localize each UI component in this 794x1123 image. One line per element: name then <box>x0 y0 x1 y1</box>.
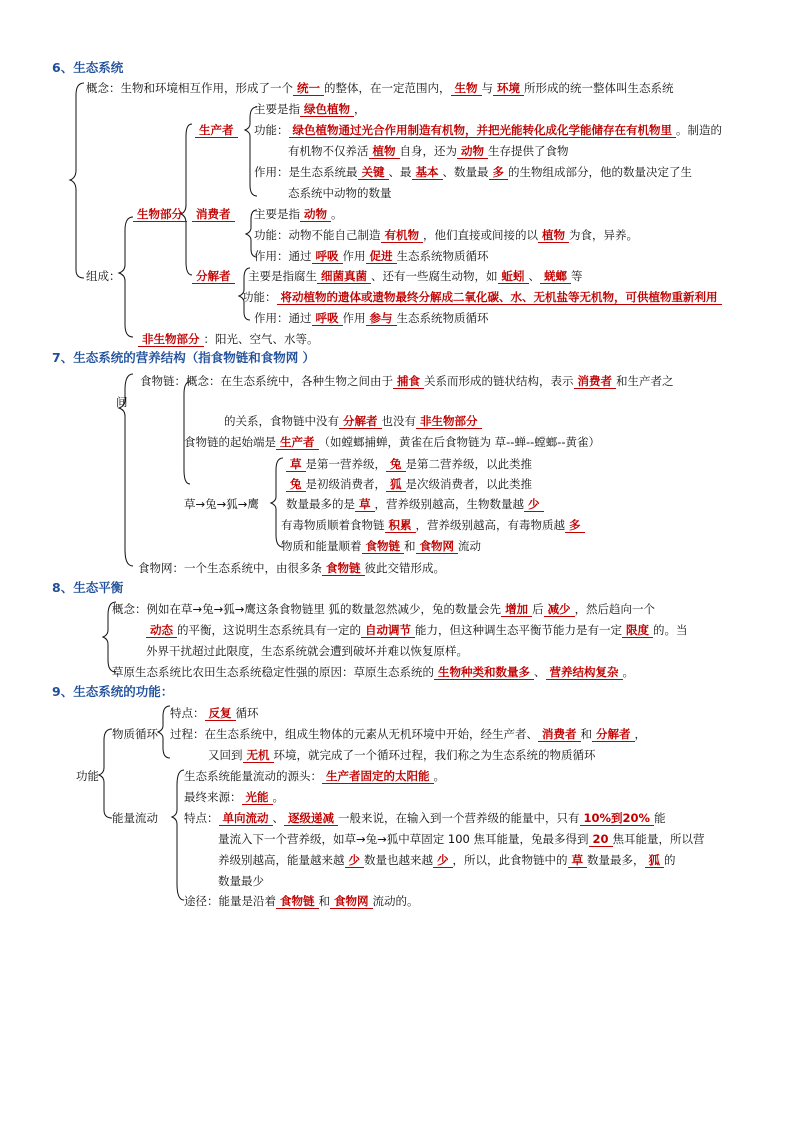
brace-energy <box>172 770 184 900</box>
material-process: 过程：在生态系统中，组成生物体的元素从无机环境中开始，经生产者、 消费者 和 分解者 ， <box>170 727 646 741</box>
balance-concept-2: 动态 的平衡，这说明生态系统具有一定的 自动调节 能力，但这种调生态平衡节能力是有一定 限度 的。当 <box>146 622 688 638</box>
balance-concept-3: 外界干扰超过此限度，生态系统就会遭到破坏并难以恢复原样。 <box>146 644 468 658</box>
example-line-1: 草 是第一营养级， 兔 是第二营养级，以此类推 <box>286 456 532 472</box>
food-chain-concept-cont: 的关系，食物链中没有 分解者 也没有 非生物部分 <box>224 413 482 429</box>
food-web: 食物网：一个生态系统中，由很多条 食物链 彼此交错形成。 <box>138 561 445 575</box>
energy-source: 生态系统能量流动的源头： 生产者固定的太阳能 。 <box>184 769 445 783</box>
non-bio-parts: 非生物部分 ：阳光、空气、水等。 <box>138 331 319 347</box>
bio-parts-label: 生物部分 <box>133 206 187 222</box>
energy-feature-3: 养级别越高，能量越来越 少 数量也越来越 少 ，所以，此食物链中的 草 数量最多， 狐 的 <box>218 853 676 867</box>
brace-chain-sub <box>184 382 190 484</box>
producer-main: 主要是指 绿色植物 ， <box>254 102 366 116</box>
material-feature: 特点： 反复 循环 <box>170 706 259 720</box>
energy-flow-label: 能量流动 <box>112 811 158 825</box>
brace-bio-parts <box>181 124 192 275</box>
example-chain: 草→兔→狐→鹰 <box>184 497 259 511</box>
producer-role: 作用：是生态系统最 关键 、最 基本 、数量最 多 的生物组成部分，他的数量决定了生 <box>254 165 692 179</box>
brace-composition <box>119 217 133 337</box>
decomposer-label: 分解者 <box>192 268 235 284</box>
energy-feature-4: 数量最少 <box>218 874 264 888</box>
brace-example <box>271 458 283 547</box>
consumer-function: 功能：动物不能自己制造 有机物 ，他们直接或间接的以 植物 为食，异养。 <box>254 228 638 242</box>
energy-feature-2: 量流入下一个营养级，如草→兔→狐中草固定 100 焦耳能量，兔最多得到 20 焦耳能量，所以营 <box>218 832 705 846</box>
consumer-label: 消费者 <box>192 206 235 222</box>
decomposer-main: 主要是指腐生 细菌真菌 、还有一些腐生动物，如 蚯蚓 、 蜣螂 等 <box>248 269 583 283</box>
energy-ultimate-source: 最终来源： 光能 。 <box>184 790 284 804</box>
material-process-cont: 又回到 无机 环境，就完成了一个循环过程，我们称之为生态系统的物质循环 <box>208 748 596 762</box>
consumer-main: 主要是指 动物 。 <box>254 207 343 221</box>
section-9-title: 9、生态系统的功能： <box>52 684 174 699</box>
brace-function <box>99 729 112 818</box>
ecosystem-definition: 概念：生物和环境相互作用，形成了一个 统一 的整体，在一定范围内， 生物 与 环境 所形成的统一整体叫生态系统 <box>86 81 674 95</box>
balance-concept: 概念：例如在草→兔→狐→鹰这条食物链里 狐的数量忽然减少，兔的数量会先 增加 后 减少 ，然后趋向一个 <box>112 602 656 616</box>
energy-pathway: 途径：能量是沿着 食物链 和 食物网 流动的。 <box>184 894 419 908</box>
producer-label: 生产者 <box>195 122 238 138</box>
food-chain-concept: 食物链：概念：在生态系统中，各种生物之间由于 捕食 关系而形成的链状结构，表示 消费者 和生产者之 <box>140 374 674 388</box>
material-cycle-label: 物质循环 <box>112 727 158 741</box>
producer-function: 功能： 绿色植物通过光合作用制造有机物，并把光能转化成化学能储存在有机物里 。制造的 <box>254 123 722 137</box>
decomposer-role: 作用：通过 呼吸 作用 参与 生态系统物质循环 <box>254 311 489 325</box>
example-line-5: 物质和能量顺着 食物链 和 食物网 流动 <box>281 539 481 553</box>
section-6-title: 6、生态系统 <box>52 60 124 75</box>
function-label: 功能 <box>76 769 99 783</box>
composition-label: 组成： <box>86 269 121 283</box>
producer-function-cont: 有机物不仅养活 植物 自身，还为 动物 生存提供了食物 <box>288 144 569 158</box>
grassland-stability: 草原生态系统比农田生态系统稳定性强的原因：草原生态系统的 生物种类和数量多 、 营养结构复杂 。 <box>112 665 634 679</box>
brace-producer <box>245 107 257 196</box>
brace-material <box>158 706 170 758</box>
food-chain-concept-wrap: 间 <box>116 395 128 409</box>
food-chain-start: 食物链的起始端是 生产者 （如螳螂捕蝉，黄雀在后食物链为 草--蝉--螳螂--黄雀） <box>184 435 601 449</box>
consumer-role: 作用：通过 呼吸 作用 促进 生态系统物质循环 <box>254 249 489 263</box>
energy-feature: 特点： 单向流动 、 逐级递减 一般来说，在输入到一个营养级的能量中，只有 10%到20% 能 <box>184 811 666 825</box>
producer-role-cont: 态系统中动物的数量 <box>288 186 392 200</box>
decomposer-function: 功能： 将动植物的遗体或遗物最终分解成二氧化碳、水、无机盐等无机物，可供植物重新利用 <box>242 289 722 305</box>
example-line-3: 数量最多的是 草 ，营养级别越高，生物数量越 少 <box>286 496 544 512</box>
section-7-title: 7、生态系统的营养结构（指食物链和食物网 ） <box>52 350 316 365</box>
brace-ecosystem <box>70 83 84 278</box>
section-8-title: 8、生态平衡 <box>52 580 124 595</box>
example-line-2: 兔 是初级消费者， 狐 是次级消费者，以此类推 <box>286 476 532 492</box>
example-line-4: 有毒物质顺着食物链 积累 ，营养级别越高，有毒物质越 多 <box>281 517 585 533</box>
